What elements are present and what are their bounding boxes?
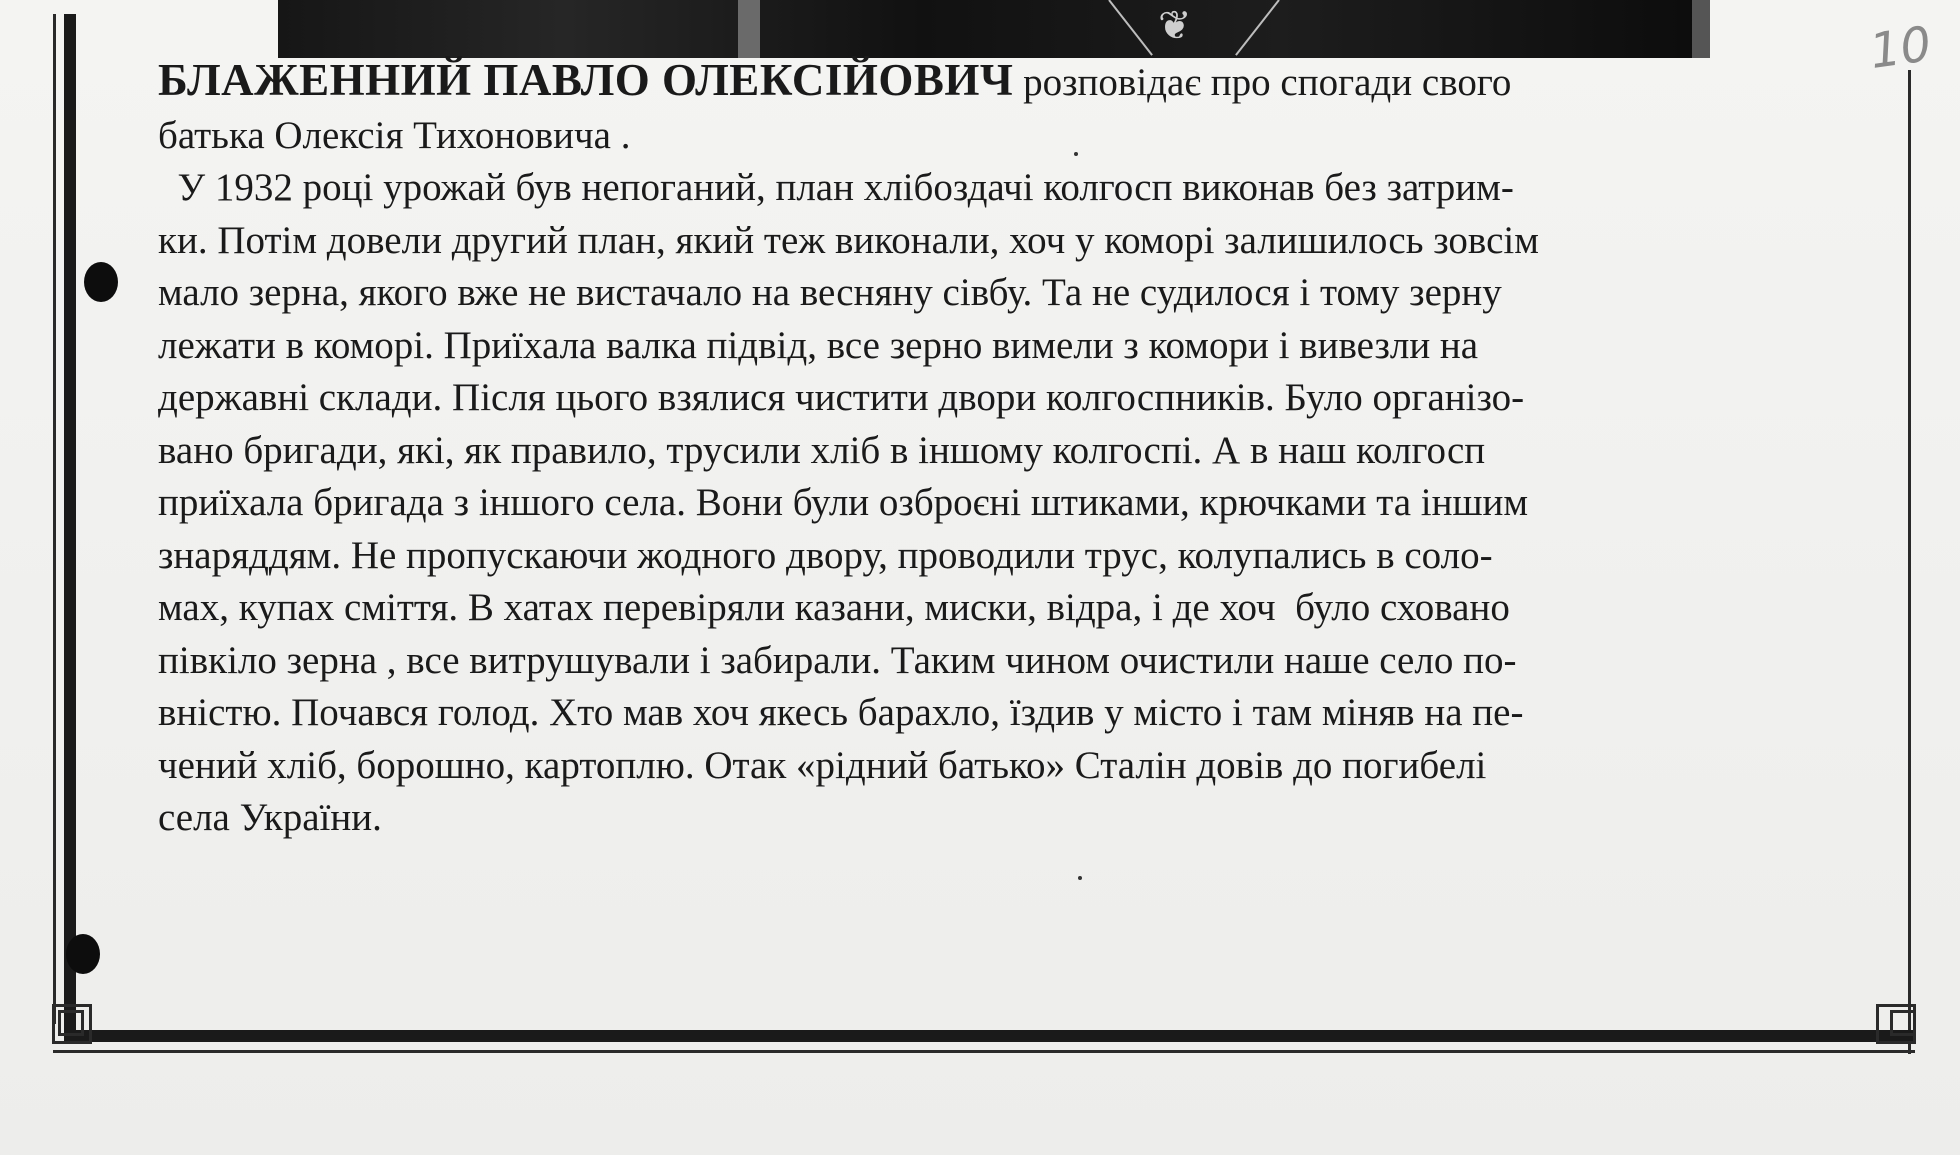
photo-divider — [738, 0, 760, 58]
memoir-text — [158, 54, 1798, 845]
ornament-line — [1235, 0, 1280, 56]
text-line: ки. Потім довели другий план, який теж виконали, хоч у коморі залишилось зовсім — [158, 218, 1539, 262]
photo-strip — [278, 0, 1710, 58]
text-line: знаряддям. Не пропускаючи жодного двору, проводили трус, колупались в соло- — [158, 533, 1493, 577]
frame-corner-left-inner — [58, 1010, 84, 1036]
text-line: приїхала бригада з іншого села. Вони були озброєні штиками, крючками та іншим — [158, 481, 1529, 524]
frame-corner-right-inner — [1890, 1010, 1916, 1036]
ornament-line — [1108, 0, 1153, 56]
frame-bottom — [64, 1030, 1914, 1042]
text-line: вністю. Почався голод. Хто мав хоч якесь барахло, їздив у місто і там міняв на пе- — [158, 691, 1524, 734]
frame-right — [1908, 70, 1911, 1054]
heading-intro: розповідає про спогади свого — [1013, 61, 1512, 104]
text-line: державні склади. Після цього взялися чистити двори колгоспників. Було організо- — [158, 376, 1525, 419]
text-line: У 1932 році урожай був непоганий, план хлібоздачі колгосп виконав без затрим- — [158, 166, 1514, 209]
text-line: села України. — [158, 796, 382, 839]
frame-left-thin — [53, 14, 56, 1024]
frame-bottom-thin — [53, 1050, 1915, 1053]
speck — [1078, 876, 1082, 880]
heading-line — [158, 54, 1798, 110]
text-line: мало зерна, якого вже не вистачало на весняну сівбу. Та не судилося і тому зерну — [158, 271, 1502, 314]
text-line: вано бригади, які, як правило, трусили хліб в іншому колгоспі. А в наш колгосп — [158, 428, 1486, 472]
text-line: мах, купах сміття. В хатах перевіряли казани, миски, відра, і де хоч було сховано — [158, 586, 1510, 629]
punch-hole — [66, 934, 100, 974]
frame-left — [64, 14, 76, 1044]
text-line: лежати в коморі. Приїхала валка підвід, все зерно вимели з комори і вивезли на — [158, 323, 1479, 367]
text-line: батька Олексія Тихоновича . — [158, 113, 631, 157]
page-number: 10 — [1866, 16, 1935, 80]
punch-hole — [84, 262, 118, 302]
person-name: БЛАЖЕННИЙ ПАВЛО ОЛЕКСІЙОВИЧ — [158, 55, 1014, 105]
photo-edge — [1692, 0, 1710, 58]
ornament-icon: ❦ — [1158, 3, 1192, 49]
text-line: чений хліб, борошно, картоплю. Отак «рідний батько» Сталін довів до погибелі — [158, 743, 1487, 787]
text-line: півкіло зерна , все витрушували і забирали. Таким чином очистили наше село по- — [158, 638, 1517, 682]
